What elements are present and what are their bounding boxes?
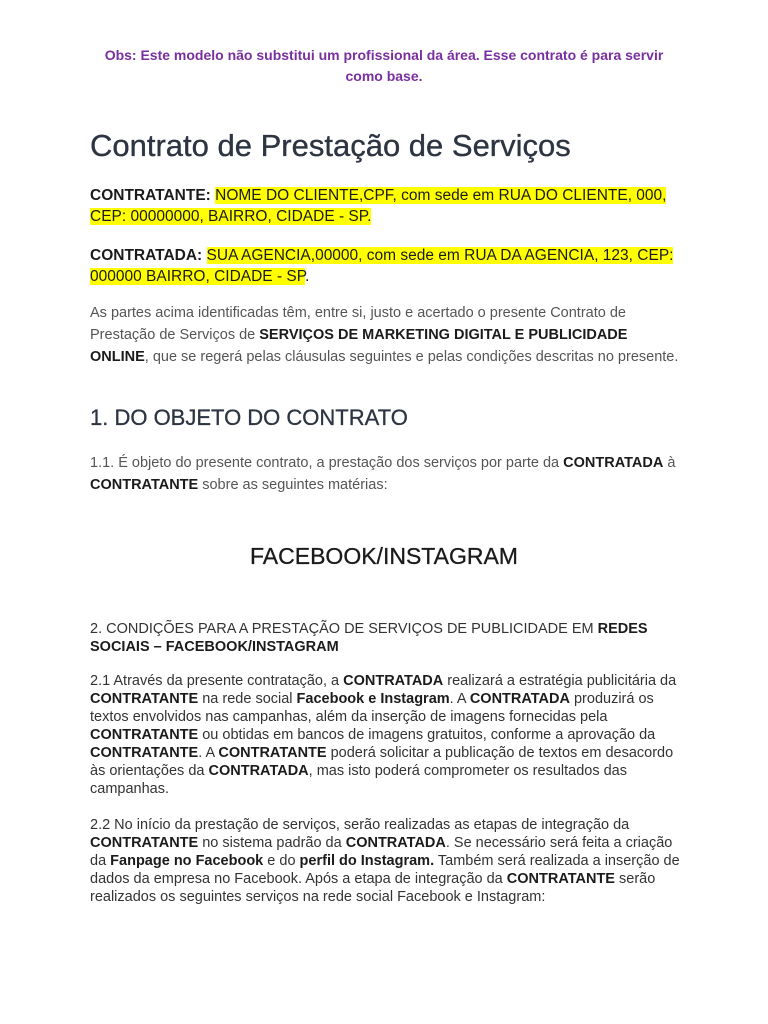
clause-2-1-text-9: , mas isto poderá comprometer os resultados das campanhas.: [90, 763, 627, 797]
clause-2-2-bold-3: Fanpage no Facebook: [110, 853, 264, 869]
contratada-tail: .: [305, 268, 310, 285]
contratada-space: [202, 247, 206, 264]
facebook-instagram-heading: FACEBOOK/INSTAGRAM: [250, 543, 518, 569]
clause-2-1-text-5: produzirá os textos envolvidos nas campanhas, além da inserção de imagens fornecidas pela: [90, 691, 654, 725]
intro-text-2: , que se regerá pelas cláusulas seguintes e pelas condições descritas no presente.: [144, 349, 679, 365]
clause-2-1-text-1: 2.1 Através da presente contratação, a: [90, 673, 344, 689]
contratada-details: SUA AGENCIA,00000, com sede em RUA DA AGENCIA, 123, CEP: 000000 BAIRRO, CIDADE - SP: [90, 247, 674, 285]
clause-2-2-bold-5: CONTRATANTE: [506, 871, 615, 887]
clause-2-2-text-4: e do: [263, 853, 300, 869]
clause-2-2-text-2: no sistema padrão da: [198, 835, 346, 851]
contratante-label: CONTRATANTE:: [90, 187, 211, 204]
contratada-label: CONTRATADA:: [90, 247, 203, 264]
clause-2-1-bold-1: CONTRATADA: [343, 673, 444, 689]
intro-paragraph: [90, 302, 680, 368]
contratada-block: [90, 245, 680, 287]
clause-1-1-text-3: sobre as seguintes matérias:: [198, 477, 388, 493]
clause-2-1-text-7: . A: [198, 745, 219, 761]
section-1-heading: 1. DO OBJETO DO CONTRATO: [90, 405, 408, 430]
clause-2-2-text-5: Também será realizada a inserção de dados da empresa no Facebook. Após a etapa de integração da: [90, 853, 680, 887]
clause-2-1-text-4: . A: [449, 691, 470, 707]
clause-2: [90, 620, 682, 656]
clause-2-1: [90, 672, 682, 798]
disclaimer-note: Obs: Este modelo não substitui um profissional da área. Esse contrato é para servir como base.: [104, 47, 664, 84]
clause-2-1-bold-4: CONTRATADA: [469, 691, 570, 707]
contratante-block: [90, 185, 680, 227]
clause-2-2-bold-1: CONTRATANTE: [90, 835, 199, 851]
clause-2-2-text-3: . Se necessário será feita a criação da: [90, 835, 673, 869]
clause-2-1-bold-8: CONTRATADA: [208, 763, 309, 779]
clause-2-1-bold-3: Facebook e Instagram: [296, 691, 450, 707]
intro-bold-1: SERVIÇOS DE MARKETING DIGITAL E PUBLICIDADE ONLINE: [90, 327, 628, 365]
clause-2-1-bold-6: CONTRATANTE: [90, 745, 199, 761]
clause-2-2-text-1: 2.2 No início da prestação de serviços, serão realizadas as etapas de integração da: [90, 817, 630, 833]
clause-2-2: [90, 816, 682, 906]
clause-2-1-text-6: ou obtidas em bancos de imagens gratuitos, conforme a aprovação da: [198, 727, 656, 743]
clause-2-1-bold-5: CONTRATANTE: [90, 727, 199, 743]
clause-2-1-text-3: na rede social: [198, 691, 297, 707]
contratante-details: NOME DO CLIENTE,CPF, com sede em RUA DO CLIENTE, 000, CEP: 00000000, BAIRRO, CIDADE - SP.: [90, 187, 667, 225]
clause-1-1: [90, 452, 680, 496]
clause-2-1-bold-7: CONTRATANTE: [218, 745, 327, 761]
clause-2-1-text-2: realizará a estratégia publicitária da: [443, 673, 677, 689]
clause-2-1-bold-2: CONTRATANTE: [90, 691, 199, 707]
clause-1-1-text-2: à: [663, 455, 676, 471]
clause-2-text-1: 2. CONDIÇÕES PARA A PRESTAÇÃO DE SERVIÇOS DE PUBLICIDADE EM: [90, 621, 598, 637]
clause-1-1-text-1: 1.1. É objeto do presente contrato, a prestação dos serviços por parte da: [90, 455, 564, 471]
intro-text-1: As partes acima identificadas têm, entre si, justo e acertado o presente Contrato de Prestação de Serviços de: [90, 305, 626, 343]
clause-2-2-bold-4: perfil do Instagram.: [299, 853, 435, 869]
clause-1-1-bold-2: CONTRATANTE: [90, 477, 199, 493]
clause-1-1-bold-1: CONTRATADA: [563, 455, 664, 471]
page-title: Contrato de Prestação de Serviços: [90, 128, 571, 163]
clause-2-2-bold-2: CONTRATADA: [345, 835, 446, 851]
clause-2-1-text-8: poderá solicitar a publicação de textos em desacordo às orientações da: [90, 745, 674, 779]
clause-2-bold-1: REDES SOCIAIS – FACEBOOK/INSTAGRAM: [90, 621, 648, 655]
clause-2-2-text-6: serão realizados os seguintes serviços na rede social Facebook e Instagram:: [90, 871, 656, 905]
